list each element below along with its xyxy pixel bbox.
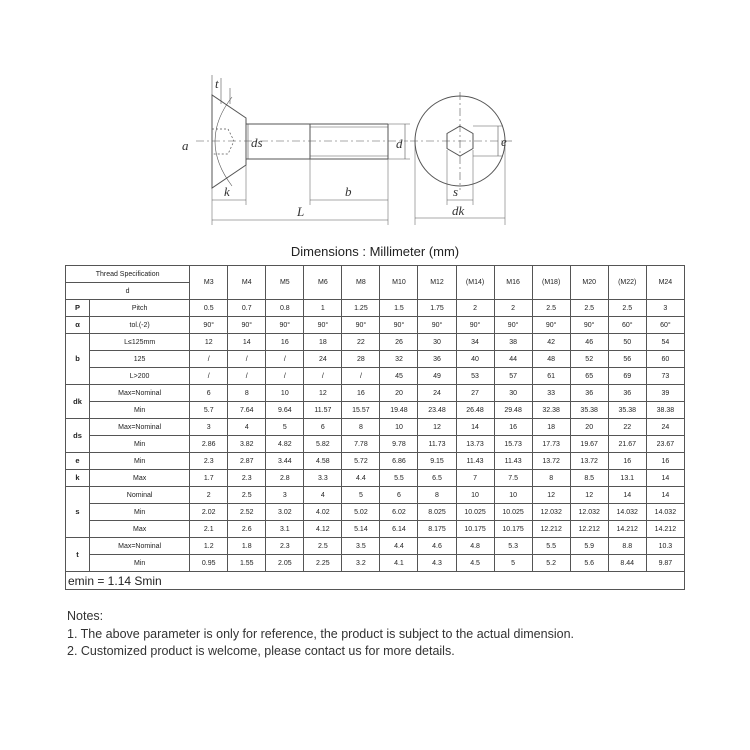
table-cell: /: [266, 351, 304, 368]
table-cell: 35.38: [570, 402, 608, 419]
table-cell: 5.72: [342, 453, 380, 470]
table-cell: 42: [532, 334, 570, 351]
table-row: [66, 487, 685, 504]
table-cell: 1.75: [418, 300, 456, 317]
table-cell: 4.4: [342, 470, 380, 487]
table-cell: 20: [570, 419, 608, 436]
table-cell: 10: [380, 419, 418, 436]
table-cell: 20: [380, 385, 418, 402]
table-cell: 5.9: [570, 538, 608, 555]
table-cell: 90°: [456, 317, 494, 334]
row-subtitle: L>200: [90, 368, 190, 385]
table-cell: 23.67: [646, 436, 684, 453]
table-cell: 40: [456, 351, 494, 368]
header-size: M10: [380, 266, 418, 300]
table-cell: 0.5: [190, 300, 228, 317]
row-symbol: dk: [66, 385, 90, 419]
table-cell: 4.12: [304, 521, 342, 538]
row-symbol: ds: [66, 419, 90, 453]
table-cell: 5.6: [570, 555, 608, 572]
table-cell: 90°: [228, 317, 266, 334]
table-cell: 90°: [266, 317, 304, 334]
table-cell: 90°: [418, 317, 456, 334]
table-cell: 2: [190, 487, 228, 504]
table-cell: 60°: [608, 317, 646, 334]
table-cell: 3.3: [304, 470, 342, 487]
row-subtitle: Min: [90, 504, 190, 521]
table-cell: 15.57: [342, 402, 380, 419]
table-cell: 4: [304, 487, 342, 504]
label-l: L: [297, 204, 305, 219]
table-row: [66, 555, 685, 572]
table-cell: 38.38: [646, 402, 684, 419]
table-row: [66, 521, 685, 538]
table-cell: 9.64: [266, 402, 304, 419]
table-cell: 2: [494, 300, 532, 317]
table-cell: 1.7: [190, 470, 228, 487]
table-cell: 56: [608, 351, 646, 368]
row-symbol: k: [66, 470, 90, 487]
table-cell: 4.1: [380, 555, 418, 572]
row-subtitle: Min: [90, 453, 190, 470]
table-cell: 3: [190, 419, 228, 436]
table-cell: 90°: [190, 317, 228, 334]
table-cell: 2.87: [228, 453, 266, 470]
table-cell: 8: [342, 419, 380, 436]
row-symbol: b: [66, 334, 90, 385]
table-cell: 38: [494, 334, 532, 351]
table-cell: 12.032: [532, 504, 570, 521]
table-cell: 1: [304, 300, 342, 317]
table-cell: 10: [266, 385, 304, 402]
table-cell: 13.73: [456, 436, 494, 453]
table-cell: 69: [608, 368, 646, 385]
table-cell: 5: [494, 555, 532, 572]
table-cell: 0.95: [190, 555, 228, 572]
table-cell: 10: [494, 487, 532, 504]
table-cell: 28: [342, 351, 380, 368]
table-cell: 4: [228, 419, 266, 436]
table-cell: 65: [570, 368, 608, 385]
table-cell: 1.5: [380, 300, 418, 317]
table-row: [66, 368, 685, 385]
table-cell: 12: [418, 419, 456, 436]
table-cell: 2.1: [190, 521, 228, 538]
row-subtitle: Min: [90, 436, 190, 453]
table-cell: 6: [190, 385, 228, 402]
table-cell: 5.82: [304, 436, 342, 453]
table-row: [66, 334, 685, 351]
table-cell: 4.8: [456, 538, 494, 555]
table-cell: 18: [304, 334, 342, 351]
header-size: M5: [266, 266, 304, 300]
table-cell: /: [190, 368, 228, 385]
table-cell: 2.5: [608, 300, 646, 317]
row-subtitle: Min: [90, 555, 190, 572]
table-cell: 12: [570, 487, 608, 504]
table-cell: 14.212: [646, 521, 684, 538]
table-cell: 2.5: [304, 538, 342, 555]
table-row: [66, 351, 685, 368]
table-cell: 8.5: [570, 470, 608, 487]
table-cell: 26: [380, 334, 418, 351]
table-cell: 2.3: [228, 470, 266, 487]
row-subtitle: Nominal: [90, 487, 190, 504]
header-size: (M22): [608, 266, 646, 300]
table-cell: /: [266, 368, 304, 385]
table-cell: 2.52: [228, 504, 266, 521]
table-row: [66, 538, 685, 555]
table-cell: 4.82: [266, 436, 304, 453]
table-cell: 30: [494, 385, 532, 402]
table-cell: 90°: [494, 317, 532, 334]
table-cell: 33: [532, 385, 570, 402]
table-cell: 2.5: [532, 300, 570, 317]
label-t: t: [215, 76, 219, 91]
table-cell: 14: [646, 487, 684, 504]
table-cell: 10: [456, 487, 494, 504]
table-cell: 90°: [342, 317, 380, 334]
table-cell: 46: [570, 334, 608, 351]
table-cell: 44: [494, 351, 532, 368]
table-cell: 3.1: [266, 521, 304, 538]
row-subtitle: tol.(-2): [90, 317, 190, 334]
table-cell: 2.3: [266, 538, 304, 555]
table-cell: 1.25: [342, 300, 380, 317]
row-subtitle: L≤125mm: [90, 334, 190, 351]
table-cell: 8.175: [418, 521, 456, 538]
table-row: [66, 402, 685, 419]
table-cell: 57: [494, 368, 532, 385]
table-cell: 6.86: [380, 453, 418, 470]
table-cell: 6: [304, 419, 342, 436]
table-cell: 8: [228, 385, 266, 402]
table-cell: 7.5: [494, 470, 532, 487]
table-cell: 5.5: [532, 538, 570, 555]
table-cell: 8.8: [608, 538, 646, 555]
table-cell: 12.212: [570, 521, 608, 538]
table-cell: 13.72: [532, 453, 570, 470]
table-cell: 2.8: [266, 470, 304, 487]
label-k: k: [224, 184, 230, 199]
table-cell: 14: [228, 334, 266, 351]
table-cell: 61: [532, 368, 570, 385]
table-cell: 0.8: [266, 300, 304, 317]
table-cell: 8: [532, 470, 570, 487]
table-cell: 2.86: [190, 436, 228, 453]
table-cell: 24: [646, 419, 684, 436]
table-row: [66, 385, 685, 402]
label-d: d: [396, 136, 403, 151]
table-cell: 5.02: [342, 504, 380, 521]
header-size: M16: [494, 266, 532, 300]
table-cell: 0.7: [228, 300, 266, 317]
table-cell: 32.38: [532, 402, 570, 419]
table-cell: 6.02: [380, 504, 418, 521]
row-subtitle: Min: [90, 402, 190, 419]
table-cell: 3: [646, 300, 684, 317]
table-cell: 18: [532, 419, 570, 436]
table-cell: 60: [646, 351, 684, 368]
table-cell: 22: [342, 334, 380, 351]
table-cell: 19.67: [570, 436, 608, 453]
row-symbol: P: [66, 300, 90, 317]
table-cell: 5: [342, 487, 380, 504]
row-subtitle: 125: [90, 351, 190, 368]
table-cell: 45: [380, 368, 418, 385]
table-cell: 5.2: [532, 555, 570, 572]
table-cell: 14.032: [646, 504, 684, 521]
table-cell: 9.78: [380, 436, 418, 453]
table-cell: 5.3: [494, 538, 532, 555]
table-cell: 2.25: [304, 555, 342, 572]
table-cell: 10.025: [456, 504, 494, 521]
table-cell: 48: [532, 351, 570, 368]
note-item-2: 2. Customized product is welcome, please contact us for more details.: [67, 644, 455, 658]
table-cell: 12.032: [570, 504, 608, 521]
header-size: (M18): [532, 266, 570, 300]
label-s: s: [453, 184, 459, 199]
table-cell: 3: [266, 487, 304, 504]
table-cell: 6.14: [380, 521, 418, 538]
label-e: e: [501, 134, 507, 149]
row-subtitle: Pitch: [90, 300, 190, 317]
table-cell: 16: [494, 419, 532, 436]
table-cell: 2.3: [190, 453, 228, 470]
table-cell: 11.43: [456, 453, 494, 470]
table-cell: 27: [456, 385, 494, 402]
notes-section: [67, 608, 574, 661]
table-cell: 4.6: [418, 538, 456, 555]
table-cell: 73: [646, 368, 684, 385]
header-size: M12: [418, 266, 456, 300]
table-cell: 11.57: [304, 402, 342, 419]
header-size: M6: [304, 266, 342, 300]
table-cell: 10.3: [646, 538, 684, 555]
table-cell: 39: [646, 385, 684, 402]
table-cell: /: [342, 368, 380, 385]
header-size: M20: [570, 266, 608, 300]
table-cell: 26.48: [456, 402, 494, 419]
table-cell: 13.72: [570, 453, 608, 470]
table-cell: 49: [418, 368, 456, 385]
table-cell: 14: [646, 470, 684, 487]
table-cell: 2: [456, 300, 494, 317]
table-cell: 10.175: [494, 521, 532, 538]
table-cell: 9.87: [646, 555, 684, 572]
table-cell: 12: [190, 334, 228, 351]
table-cell: 1.55: [228, 555, 266, 572]
row-subtitle: Max: [90, 521, 190, 538]
table-cell: 15.73: [494, 436, 532, 453]
table-cell: 16: [608, 453, 646, 470]
row-symbol: t: [66, 538, 90, 572]
table-cell: 14: [456, 419, 494, 436]
table-cell: 90°: [532, 317, 570, 334]
dimension-table: [65, 265, 685, 590]
table-cell: 4.3: [418, 555, 456, 572]
table-cell: 35.38: [608, 402, 646, 419]
table-row: [66, 317, 685, 334]
table-cell: 3.82: [228, 436, 266, 453]
table-row: [66, 453, 685, 470]
header-size: M24: [646, 266, 684, 300]
table-cell: 4.5: [456, 555, 494, 572]
table-cell: 4.58: [304, 453, 342, 470]
table-cell: 34: [456, 334, 494, 351]
table-cell: 36: [608, 385, 646, 402]
table-cell: 32: [380, 351, 418, 368]
label-ds: ds: [251, 135, 263, 150]
header-size: M4: [228, 266, 266, 300]
row-symbol: α: [66, 317, 90, 334]
table-cell: 5.7: [190, 402, 228, 419]
table-cell: 8.025: [418, 504, 456, 521]
row-subtitle: Max: [90, 470, 190, 487]
table-cell: 2.6: [228, 521, 266, 538]
table-cell: 21.67: [608, 436, 646, 453]
table-cell: 24: [418, 385, 456, 402]
table-cell: 16: [266, 334, 304, 351]
table-cell: 6.5: [418, 470, 456, 487]
table-cell: 30: [418, 334, 456, 351]
table-cell: 1.2: [190, 538, 228, 555]
label-a: a: [182, 138, 189, 153]
header-thread-spec: Thread Specification: [66, 266, 190, 283]
table-cell: 7.64: [228, 402, 266, 419]
table-cell: 6: [380, 487, 418, 504]
table-cell: 52: [570, 351, 608, 368]
table-row: [66, 470, 685, 487]
table-cell: 13.1: [608, 470, 646, 487]
table-cell: 9.15: [418, 453, 456, 470]
header-size: M8: [342, 266, 380, 300]
note-item-1: 1. The above parameter is only for reference, the product is subject to the actual dimension.: [67, 626, 574, 641]
table-cell: 14: [608, 487, 646, 504]
table-cell: 23.48: [418, 402, 456, 419]
table-cell: 14.212: [608, 521, 646, 538]
table-row: [66, 504, 685, 521]
table-cell: 50: [608, 334, 646, 351]
row-subtitle: Max=Nominal: [90, 538, 190, 555]
table-cell: 3.44: [266, 453, 304, 470]
table-row: [66, 436, 685, 453]
table-cell: 7.78: [342, 436, 380, 453]
table-cell: 16: [646, 453, 684, 470]
header-d: d: [66, 283, 190, 300]
table-cell: 54: [646, 334, 684, 351]
label-dk: dk: [452, 203, 465, 218]
row-symbol: s: [66, 487, 90, 538]
table-cell: /: [304, 368, 342, 385]
table-cell: 2.02: [190, 504, 228, 521]
table-cell: 8: [418, 487, 456, 504]
table-cell: 5: [266, 419, 304, 436]
table-cell: 10.175: [456, 521, 494, 538]
table-cell: /: [228, 368, 266, 385]
table-cell: 11.43: [494, 453, 532, 470]
table-cell: 2.05: [266, 555, 304, 572]
table-cell: 3.2: [342, 555, 380, 572]
table-header-row: [66, 266, 685, 283]
table-cell: 3.02: [266, 504, 304, 521]
table-cell: 24: [304, 351, 342, 368]
table-cell: 53: [456, 368, 494, 385]
table-cell: 5.14: [342, 521, 380, 538]
table-cell: 17.73: [532, 436, 570, 453]
table-cell: 7: [456, 470, 494, 487]
table-row: [66, 419, 685, 436]
table-cell: 22: [608, 419, 646, 436]
table-cell: 36: [418, 351, 456, 368]
table-cell: 5.5: [380, 470, 418, 487]
table-cell: 4.02: [304, 504, 342, 521]
table-cell: 2.5: [570, 300, 608, 317]
table-footnote: emin = 1.14 Smin: [66, 572, 685, 590]
table-cell: 36: [570, 385, 608, 402]
table-cell: 60°: [646, 317, 684, 334]
table-cell: 11.73: [418, 436, 456, 453]
table-cell: 19.48: [380, 402, 418, 419]
table-cell: 12.212: [532, 521, 570, 538]
table-cell: 12: [304, 385, 342, 402]
row-subtitle: Max=Nominal: [90, 419, 190, 436]
header-size: M3: [190, 266, 228, 300]
table-cell: /: [228, 351, 266, 368]
label-b: b: [345, 184, 352, 199]
table-cell: 8.44: [608, 555, 646, 572]
row-symbol: e: [66, 453, 90, 470]
table-cell: 3.5: [342, 538, 380, 555]
table-cell: 14.032: [608, 504, 646, 521]
table-cell: 90°: [380, 317, 418, 334]
table-cell: 90°: [304, 317, 342, 334]
table-row: [66, 300, 685, 317]
header-size: (M14): [456, 266, 494, 300]
table-cell: 29.48: [494, 402, 532, 419]
table-cell: 10.025: [494, 504, 532, 521]
table-cell: /: [190, 351, 228, 368]
table-cell: 1.8: [228, 538, 266, 555]
dimensions-caption: Dimensions : Millimeter (mm): [290, 244, 460, 259]
table-cell: 12: [532, 487, 570, 504]
table-cell: 2.5: [228, 487, 266, 504]
notes-title: Notes:: [67, 609, 104, 623]
table-cell: 4.4: [380, 538, 418, 555]
table-cell: 90°: [570, 317, 608, 334]
row-subtitle: Max=Nominal: [90, 385, 190, 402]
screw-technical-drawing: [0, 0, 750, 240]
table-cell: 16: [342, 385, 380, 402]
